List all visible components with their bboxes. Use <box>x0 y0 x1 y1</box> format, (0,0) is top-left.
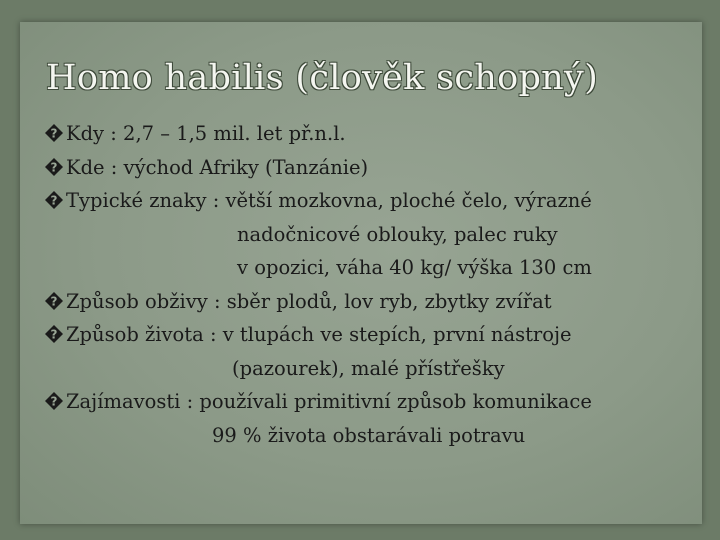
bullet-text: Způsob obživy : sběr plodů, lov ryb, zbytky zvířat <box>66 289 552 313</box>
bullet-text: Typické znaky : větší mozkovna, ploché čelo, výrazné <box>66 189 592 212</box>
bullet-continuation: (pazourek), malé přístřešky <box>232 356 505 380</box>
bullet-list <box>44 117 694 452</box>
replacement-char-icon <box>44 157 64 177</box>
bullet-continuation: v opozici, váha 40 kg/ výška 130 cm <box>237 256 592 279</box>
svg-text:?: ? <box>50 327 58 342</box>
slide-title: Homo habilis (člověk schopný) <box>46 58 599 98</box>
replacement-char-icon <box>44 123 64 143</box>
bullet-text: Kde : východ Afriky (Tanzánie) <box>66 155 369 179</box>
replacement-char-icon <box>44 190 64 210</box>
replacement-char-icon <box>44 391 64 411</box>
replacement-char-icon <box>44 324 64 344</box>
bullet-text: Kdy : 2,7 – 1,5 mil. let př.n.l. <box>66 122 346 145</box>
bullet-item-zajimavosti <box>44 385 694 419</box>
bullet-item-typicke-znaky <box>44 184 694 218</box>
bullet-item-zpusob-obzivy <box>44 285 694 319</box>
svg-text:?: ? <box>50 294 58 308</box>
svg-text:?: ? <box>50 394 58 409</box>
bullet-item-zpusob-zivota <box>44 318 694 352</box>
svg-text:?: ? <box>50 126 58 141</box>
bullet-item-kdy <box>44 117 694 151</box>
bullet-continuation: 99 % života obstarávali potravu <box>212 423 526 447</box>
bullet-continuation: nadočnicové oblouky, palec ruky <box>237 222 558 246</box>
svg-text:?: ? <box>50 160 58 174</box>
bullet-text: Způsob života : v tlupách ve stepích, první nástroje <box>66 323 572 346</box>
bullet-item-kde <box>44 151 694 185</box>
replacement-char-icon <box>44 291 64 311</box>
bullet-text: Zajímavosti : používali primitivní způsob komunikace <box>66 390 592 413</box>
svg-text:?: ? <box>50 193 58 208</box>
